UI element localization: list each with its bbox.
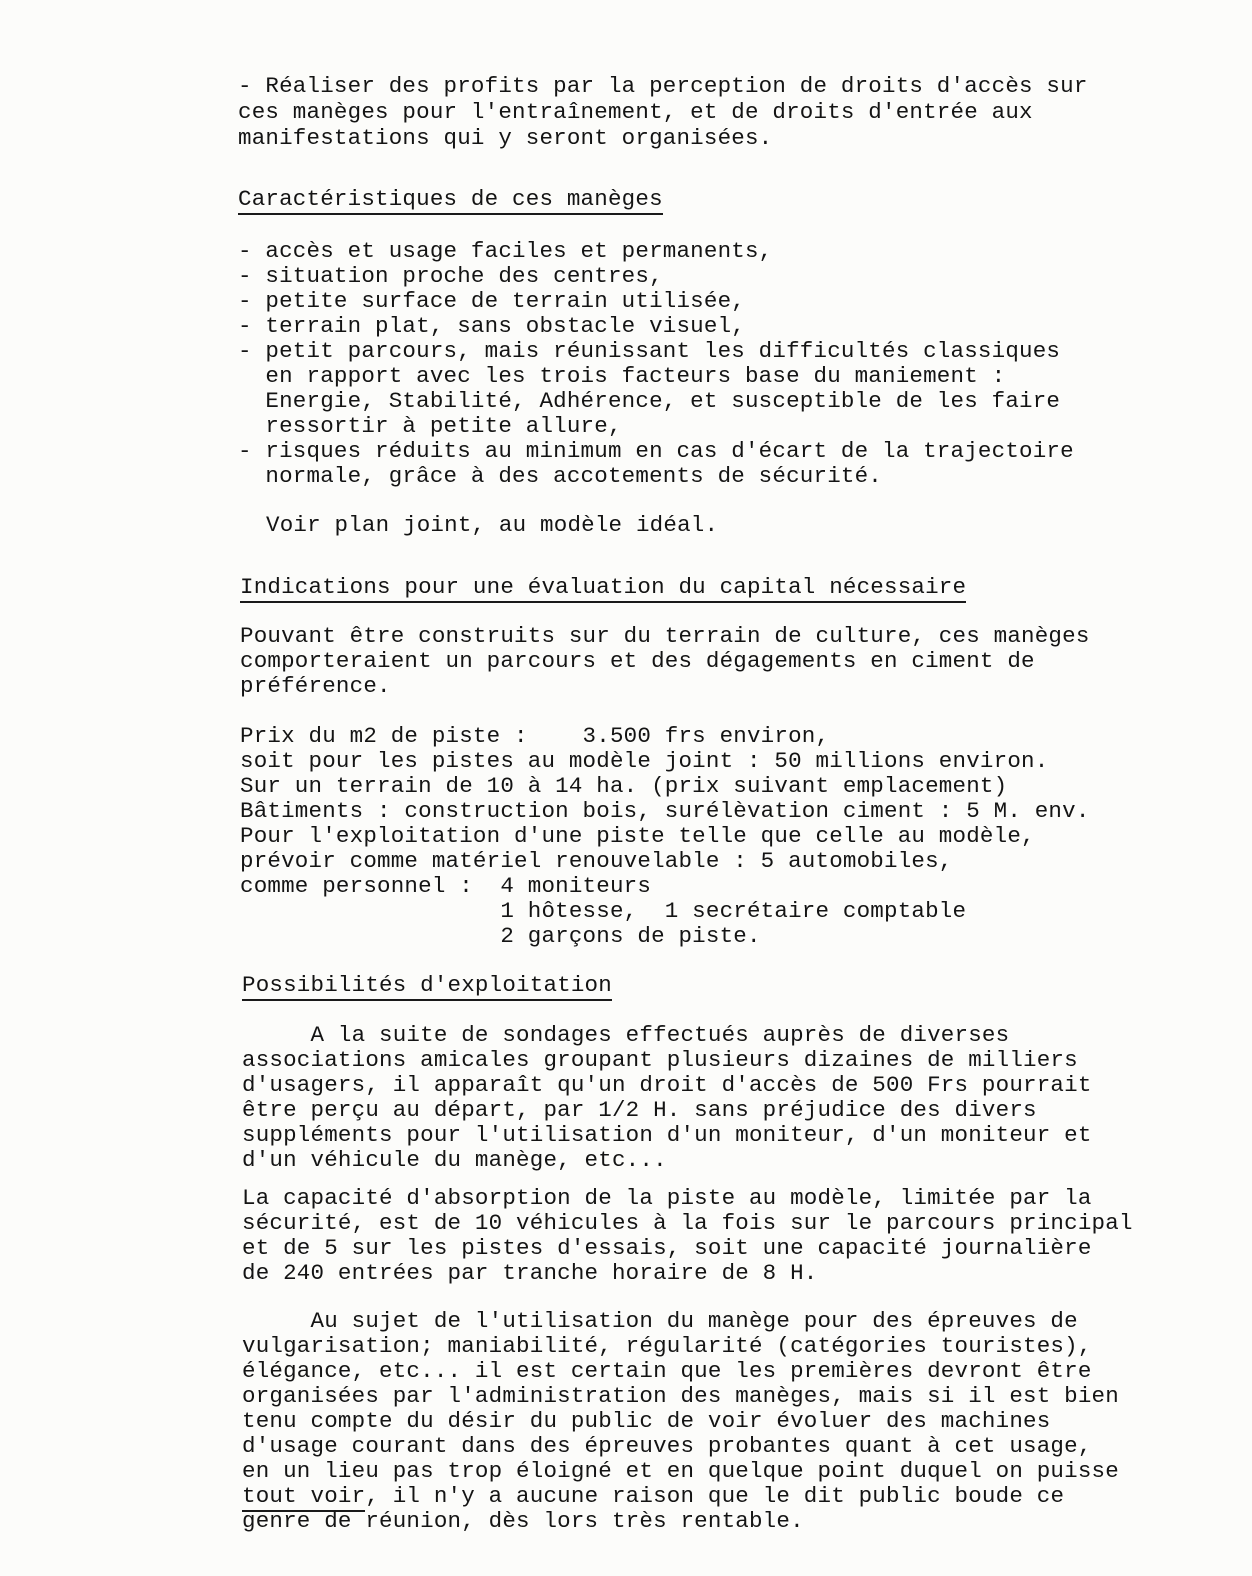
cost-line: Pour l'exploitation d'une piste telle que celle au modèle, <box>240 823 1035 849</box>
list-item: - petit parcours, mais réunissant les difficultés classiques <box>238 338 1061 364</box>
intro-line: manifestations qui y seront organisées. <box>238 125 773 151</box>
paragraph-line: associations amicales groupant plusieurs dizaines de milliers <box>242 1047 1078 1073</box>
list-item: Energie, Stabilité, Adhérence, et susceptible de les faire <box>238 388 1061 414</box>
paragraph-line: et de 5 sur les pistes d'essais, soit une capacité journalière <box>242 1235 1092 1261</box>
paragraph-line: élégance, etc... il est certain que les premières devront être <box>242 1358 1092 1384</box>
paragraph-line: tenu compte du désir du public de voir évoluer des machines <box>242 1408 1051 1434</box>
list-item: - terrain plat, sans obstacle visuel, <box>238 313 745 339</box>
underlined-emphasis: tout voir <box>242 1483 365 1512</box>
paragraph-line: d'usagers, il apparaît qu'un droit d'accès de 500 Frs pourrait <box>242 1072 1092 1098</box>
paragraph-line: de 240 entrées par tranche horaire de 8 H. <box>242 1260 818 1286</box>
cost-line: Prix du m2 de piste : 3.500 frs environ, <box>240 723 830 749</box>
cost-line: Sur un terrain de 10 à 14 ha. (prix suivant emplacement) <box>240 773 1008 799</box>
list-item: normale, grâce à des accotements de sécurité. <box>238 463 883 489</box>
paragraph-line: A la suite de sondages effectués auprès de diverses <box>242 1022 1010 1048</box>
section-heading-text: Caractéristiques de ces manèges <box>238 186 663 215</box>
paragraph-line: en un lieu pas trop éloigné et en quelque point duquel on puisse <box>242 1458 1119 1484</box>
paragraph-line: suppléments pour l'utilisation d'un moniteur, d'un moniteur et <box>242 1122 1092 1148</box>
paragraph-line: être perçu au départ, par 1/2 H. sans préjudice des divers <box>242 1097 1037 1123</box>
intro-line: ces manèges pour l'entraînement, et de droits d'entrée aux <box>238 99 1033 125</box>
section-heading <box>238 186 663 212</box>
cost-line: 1 hôtesse, 1 secrétaire comptable <box>240 898 967 924</box>
note-text: Voir plan joint, au modèle idéal. <box>266 512 719 538</box>
list-item: - risques réduits au minimum en cas d'écart de la trajectoire <box>238 438 1074 464</box>
paragraph-line: La capacité d'absorption de la piste au modèle, limitée par la <box>242 1185 1092 1211</box>
section-heading-text: Indications pour une évaluation du capital nécessaire <box>240 574 966 603</box>
paragraph-line: Au sujet de l'utilisation du manège pour des épreuves de <box>242 1308 1078 1334</box>
paragraph-line: genre de réunion, dès lors très rentable. <box>242 1508 804 1534</box>
list-item: - petite surface de terrain utilisée, <box>238 288 745 314</box>
section-heading <box>240 574 966 600</box>
paragraph-line: Pouvant être construits sur du terrain de culture, ces manèges <box>240 623 1090 649</box>
paragraph-line: d'un véhicule du manège, etc... <box>242 1147 667 1173</box>
cost-line: comme personnel : 4 moniteurs <box>240 873 652 899</box>
cost-line: Bâtiments : construction bois, surélèvation ciment : 5 M. env. <box>240 798 1090 824</box>
cost-line: prévoir comme matériel renouvelable : 5 automobiles, <box>240 848 953 874</box>
list-item: en rapport avec les trois facteurs base du maniement : <box>238 363 1006 389</box>
cost-line: 2 garçons de piste. <box>240 923 761 949</box>
intro-line: - Réaliser des profits par la perception de droits d'accès sur <box>238 73 1088 99</box>
cost-line: soit pour les pistes au modèle joint : 50 millions environ. <box>240 748 1049 774</box>
paragraph-line: vulgarisation; maniabilité, régularité (catégories touristes), <box>242 1333 1092 1359</box>
section-heading-text: Possibilités d'exploitation <box>242 972 612 1001</box>
paragraph-line: d'usage courant dans des épreuves probantes quant à cet usage, <box>242 1433 1092 1459</box>
list-item: ressortir à petite allure, <box>238 413 622 439</box>
paragraph-line: sécurité, est de 10 véhicules à la fois sur le parcours principal <box>242 1210 1133 1236</box>
list-item: - situation proche des centres, <box>238 263 663 289</box>
section-heading <box>242 972 612 998</box>
list-item: - accès et usage faciles et permanents, <box>238 238 773 264</box>
paragraph-line: organisées par l'administration des manèges, mais si il est bien <box>242 1383 1119 1409</box>
paragraph-line-rest: , il n'y a aucune raison que le dit public boude ce <box>365 1483 1065 1509</box>
paragraph-line <box>242 1483 1064 1509</box>
paragraph-line: préférence. <box>240 673 391 699</box>
paragraph-line: comporteraient un parcours et des dégagements en ciment de <box>240 648 1035 674</box>
